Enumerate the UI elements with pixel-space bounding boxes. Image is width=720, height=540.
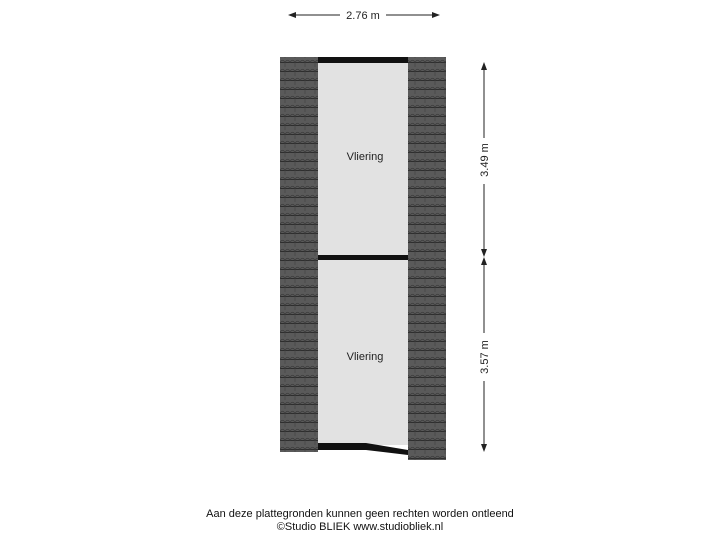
footer-disclaimer: Aan deze plattegronden kunnen geen rechten worden ontleend: [206, 508, 514, 520]
roof-slope-right: [408, 57, 446, 460]
wall-divider: [318, 255, 408, 260]
dimension-lower-label: 3.57 m: [479, 340, 491, 374]
wall-top: [318, 57, 408, 63]
room-label-upper: Vliering: [346, 151, 384, 163]
dimension-upper-label: 3.49 m: [479, 143, 491, 177]
roof-slope-left: [280, 57, 318, 452]
dimension-width-label: 2.76 m: [346, 10, 380, 22]
footer-credit: ©Studio BLIEK www.studiobliek.nl: [276, 521, 444, 533]
room-label-lower: Vliering: [346, 351, 384, 363]
